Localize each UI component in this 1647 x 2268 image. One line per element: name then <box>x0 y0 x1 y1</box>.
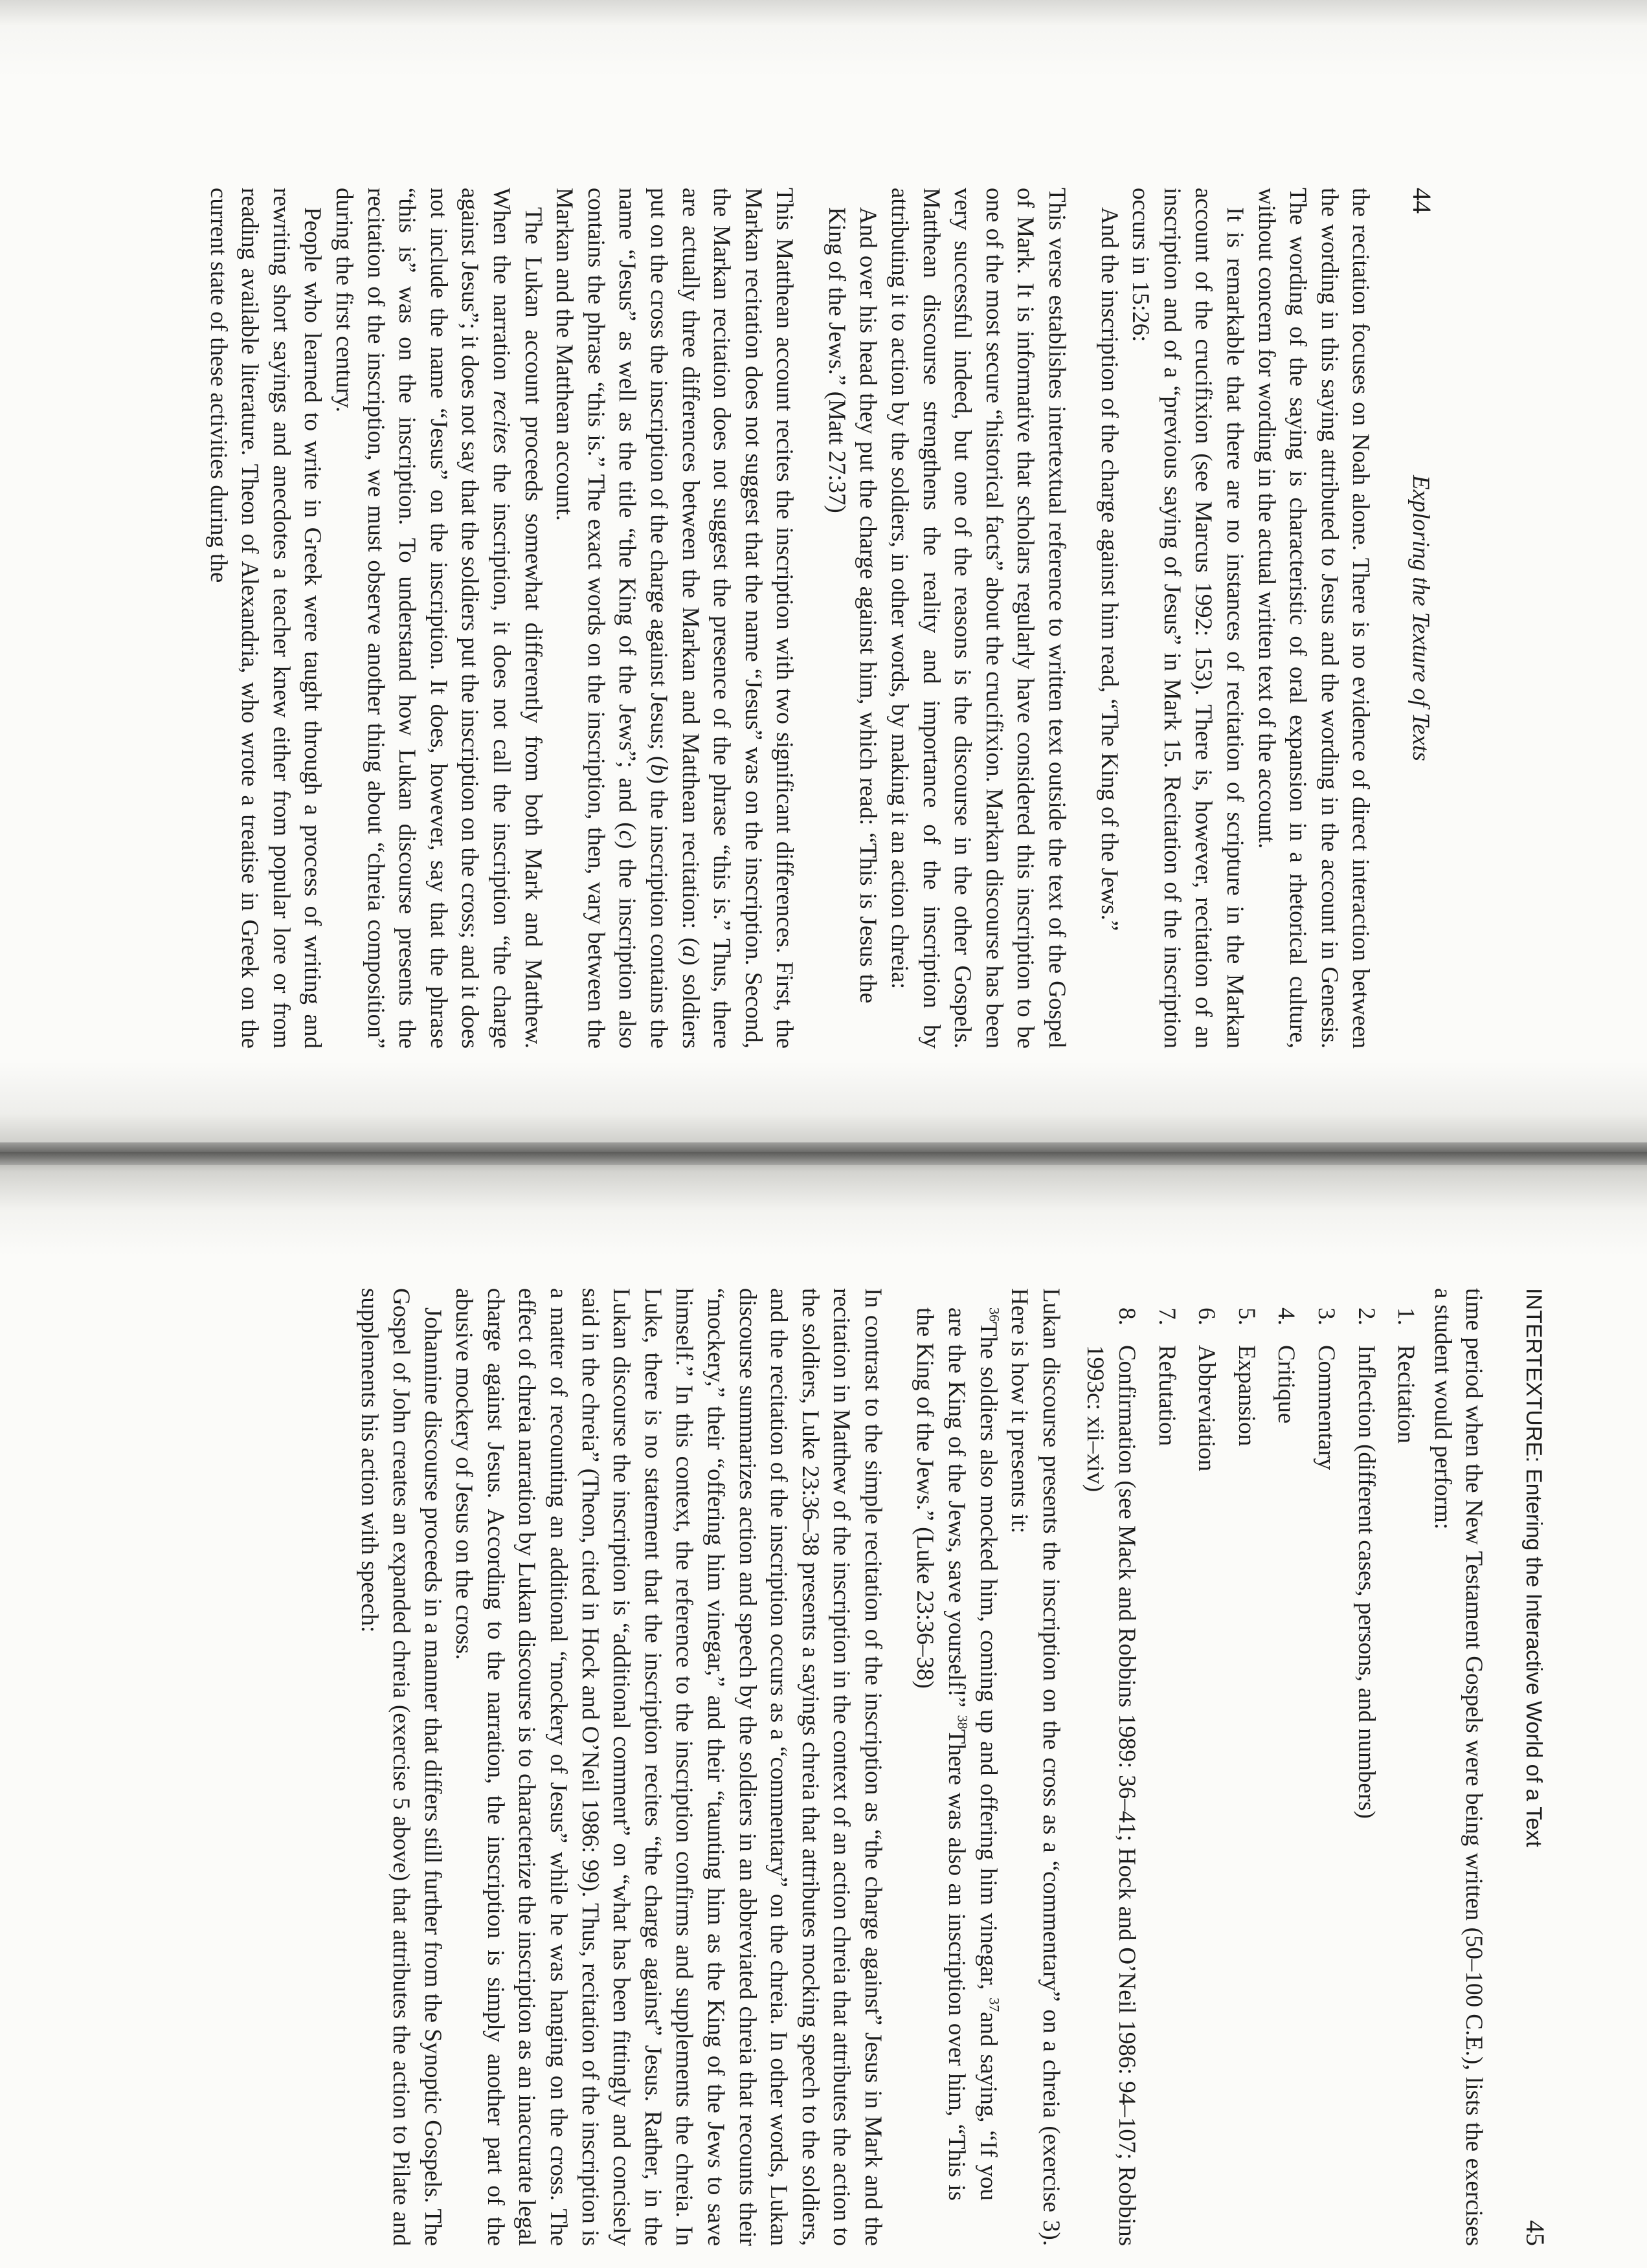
list-item <box>1310 1307 1341 2246</box>
book-page-45 <box>353 1288 1551 2246</box>
paragraph: In contrast to the simple recitation of the inscription as “the charge against” Jesus in Mark and the recitation in Matthew of the inscription in the context of an action chreia that attributes the action to the soldiers, Luke 23:36–38 presents a sayings chreia that attributes mocking speech to the soldiers, and the recitation of the inscription occurs as a “commentary” on the chreia. In other words, Lukan discourse summarizes action and speech by the soldiers in an abbreviated chreia that recounts their “mockery,” their “offering him vinegar,” and their “taunting him as the King of the Jews to save himself.” In this context, the reference to the inscription confirms and supplements the chreia. In Luke, there is no statement that the inscription recites “the charge against” Jesus. Rather, in the Lukan discourse the inscription is “additional comment” on “what has been fittingly and concisely said in the chreia” (Theon, cited in Hock and O’Neil 1986: 99). Thus, recitation of the inscription is a matter of recounting an additional “mockery of Jesus” while he was hanging on the cross. The effect of chreia narration by Lukan discourse is to characterize the inscription as an inaccurate legal charge against Jesus. According to the narration, the inscription is simply another part of the abusive mockery of Jesus on the cross. <box>451 1288 886 2246</box>
list-number: 6. <box>1193 1307 1220 1326</box>
list-number: 8. <box>1114 1307 1141 1326</box>
block-quote: And the inscription of the charge against him read, “The King of the Jews.” <box>1095 207 1123 931</box>
paragraph <box>328 188 548 1049</box>
running-head-title: Exploring the Texture of Texts <box>1407 475 1434 761</box>
running-head <box>1404 188 1437 1049</box>
text-run: and saying, “If you are the King of the Jews, save yourself!” <box>943 1307 1002 2201</box>
emphasis: recites <box>487 390 515 454</box>
list-text: Inflection (different cases, persons, and numbers) <box>1352 1345 1380 1819</box>
block-quote <box>909 1307 1003 2246</box>
list-text: Critique <box>1273 1345 1300 1424</box>
list-item <box>1390 1307 1422 2246</box>
text-run: There was also an inscription over him, “This is the King of the Jews.” (Luke 23:36–38) <box>912 1307 970 2201</box>
paragraph: the recitation focuses on Noah alone. There is no evidence of direct interaction between the wording in this saying attributed to Jesus and the wording in the account in Genesis. The wording of the saying is characteristic of oral expansion in a rhetorical culture, without concern for wording in the actual written text of the account. <box>1253 188 1374 1049</box>
text-run: The Lukan account proceeds somewhat differently from both Mark and Matthew. When the narration <box>487 188 546 1049</box>
list-number: 2. <box>1352 1307 1380 1326</box>
paragraph: People who learned to write in Greek were taught through a process of writing and rewriting short sayings and anecdotes a teacher knew either from popular lore or from reading available literature. Theon of Alexandria, who wrote a treatise in Greek on the current state of these activities during the <box>205 188 326 1049</box>
paragraph: It is remarkable that there are no instances of recitation of scripture in the Markan account of the crucifixion (see Marcus 1992: 153). There is, however, recitation of an inscription and of a “previous saying of Jesus” in Mark 15. Recitation of the inscription occurs in 15:26: <box>1127 188 1249 1049</box>
running-head <box>1518 1288 1551 2246</box>
list-item <box>1150 1307 1182 2246</box>
list-number: 1. <box>1393 1307 1420 1326</box>
list-text: Confirmation (see Mack and Robbins 1989: 36–41; Hock and O’Neil 1986: 94–107; Robbins 1993c: xii–xiv) <box>1082 1345 1141 2246</box>
verse-number: 36 <box>986 1307 1003 1322</box>
exercise-list <box>1079 1288 1421 2246</box>
verse-number: 37 <box>986 1997 1003 2012</box>
list-number: 7. <box>1153 1307 1180 1326</box>
list-number: 3. <box>1313 1307 1340 1326</box>
list-number: 4. <box>1273 1307 1300 1326</box>
list-item <box>1350 1307 1382 2246</box>
list-text: Recitation <box>1393 1345 1420 1444</box>
text-run: ) the inscription contains the name “Jesus” as well as the title “the King of the Jews”; and ( <box>614 188 672 1049</box>
list-marker: a <box>677 945 704 958</box>
text-run: the inscription, it does not call the inscription “the charge against Jesus”; it does not say that the soldiers put the inscription on the cross; and it does not include the name “Jesus” on the inscription. It does, however, say that the phrase “this is” was on the inscription. To understand how Lukan discourse presents the recitation of the inscription, we must observe another thing about “chreia composition” during the first century. <box>331 188 515 1049</box>
list-marker: b <box>645 764 672 776</box>
list-item <box>1079 1307 1142 2246</box>
paragraph <box>548 188 800 1049</box>
list-text: Abbreviation <box>1193 1345 1220 1472</box>
text-run: ) soldiers put on the cross the inscription of the charge against Jesus; ( <box>645 188 704 1049</box>
list-marker: c <box>614 830 641 841</box>
text-run: This Matthean account recites the inscription with two significant differences. First, the Markan recitation does not suggest that the name “Jesus” was on the inscription. Second, the Markan recitation does not suggest the presence of the phrase “this is.” Thus, there are actually three differences between the Markan and Matthean recitation: ( <box>677 188 798 1049</box>
book-page-44 <box>202 188 1437 1049</box>
list-number: 5. <box>1233 1307 1260 1326</box>
list-item <box>1230 1307 1262 2246</box>
text-run: The soldiers also mocked him, coming up and offering him vinegar, <box>974 1322 1002 1998</box>
paragraph: time period when the New Testament Gospels were being written (50–100 C.E.), lists the exercises a student would perform: <box>1429 1288 1488 2246</box>
running-head-title: INTERTEXTURE: Entering the Interactive World of a Text <box>1521 1288 1546 1847</box>
page-number: 45 <box>1521 2220 1550 2246</box>
list-text: Commentary <box>1313 1345 1340 1471</box>
text-run: ) the inscription also contains the phrase “this is.” The exact words on the inscription, then, vary between the Markan and the Matthean account. <box>551 188 641 1049</box>
block-quote: And over his head they put the charge against him, which read: “This is Jesus the King of the Jews.” (Matt 27:37) <box>823 207 882 1003</box>
paragraph: This verse establishes intertextual reference to written text outside the text of the Gospel of Mark. It is informative that scholars regularly have considered this inscription to be one of the most secure “historical facts” about the crucifixion. Markan discourse has been very successful indeed, but one of the reasons is the discourse in the other Gospels. Matthean discourse strengthens the reality and importance of the inscription by attributing it to action by the soldiers, in other words, by making it an action chreia: <box>886 188 1071 1049</box>
page-number: 44 <box>1407 188 1437 214</box>
book-spine-shadow <box>0 1142 1647 1165</box>
list-item <box>1191 1307 1222 2246</box>
paragraph: Johannine discourse proceeds in a manner that differs still further from the Synoptic Gospels. The Gospel of John creates an expanded chreia (exercise 5 above) that attributes the action to Pilate and supplements his action with speech: <box>356 1288 446 2246</box>
list-item <box>1270 1307 1302 2246</box>
list-text: Expansion <box>1233 1345 1260 1447</box>
verse-number: 38 <box>954 1715 971 1729</box>
list-text: Refutation <box>1153 1345 1180 1447</box>
paragraph: Lukan discourse presents the inscription on the cross as a “commentary” on a chreia (exercise 3). Here is how it presents it: <box>1006 1288 1064 2246</box>
